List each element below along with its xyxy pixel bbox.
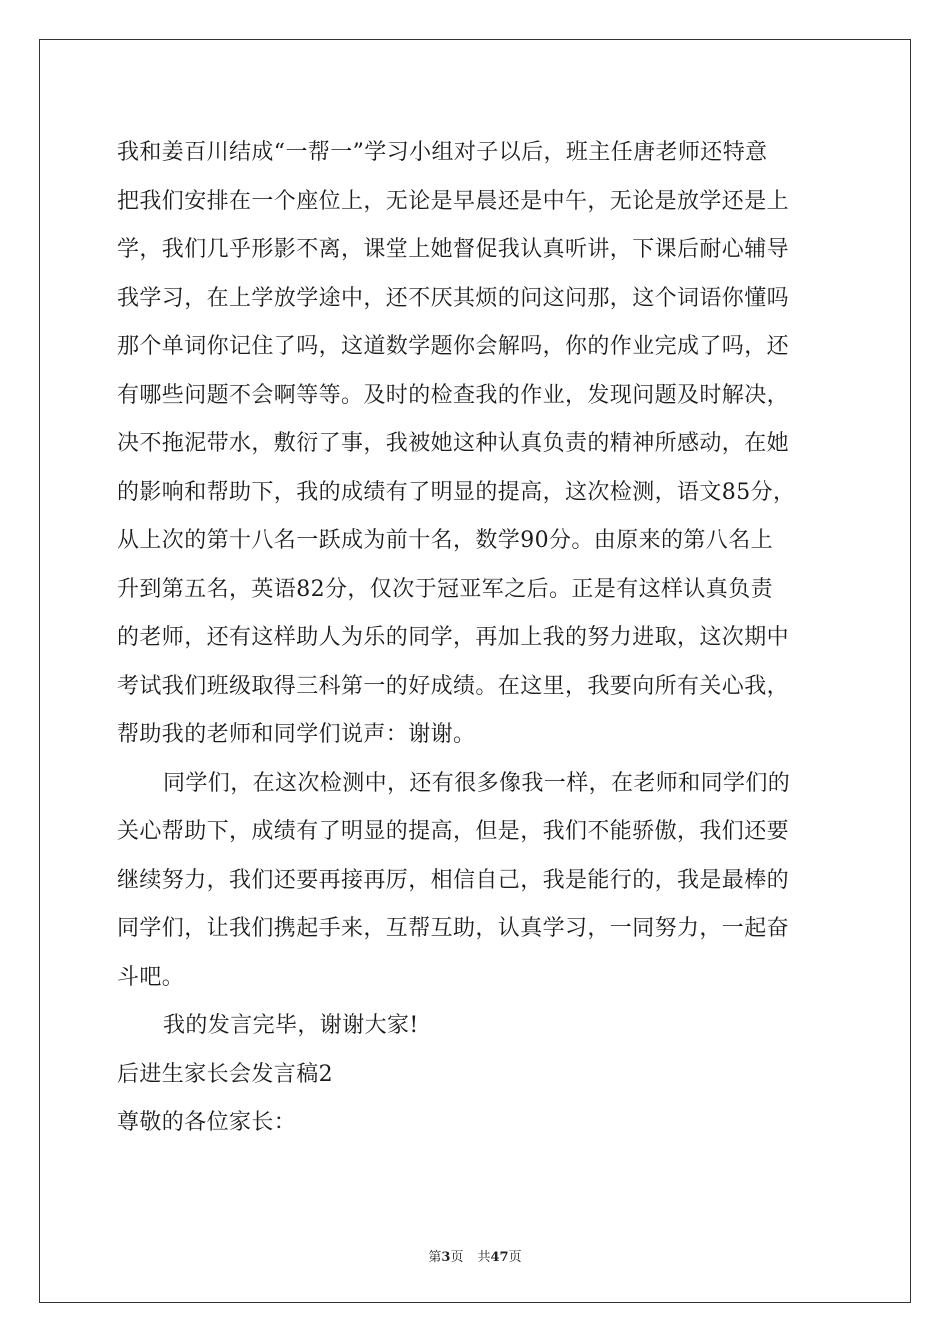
text-line: 帮助我的老师和同学们说声：谢谢。 xyxy=(117,722,476,747)
text-line: 斗吧。 xyxy=(117,964,185,990)
total-prefix: 共 xyxy=(477,1250,491,1265)
text-line: 同学们，让我们携起手来，互帮互助，认真学习，一同努力，一起奋 xyxy=(117,916,790,941)
text-line: 把我们安排在一个座位上，无论是早晨还是中午，无论是放学还是上 xyxy=(117,188,790,214)
text-line: 关心帮助下，成绩有了明显的提高，但是，我们不能骄傲，我们还要 xyxy=(117,819,790,844)
total-pages: 47 xyxy=(490,1250,509,1265)
text-line: 同学们，在这次检测中，还有很多像我一样，在老师和同学们的 xyxy=(163,770,791,796)
text-line: 我学习，在上学放学途中，还不厌其烦的问这问那，这个词语你懂吗 xyxy=(117,285,790,311)
closing-line: 我的发言完毕，谢谢大家! xyxy=(163,1013,419,1038)
text-line: 我和姜百川结成“一帮一”学习小组对子以后，班主任唐老师还特意 xyxy=(117,140,768,165)
salutation: 尊敬的各位家长： xyxy=(117,1110,297,1135)
text-line: 那个单词你记住了吗，这道数学题你会解吗，你的作业完成了吗，还 xyxy=(117,334,790,359)
text-line: 继续努力，我们还要再接再厉，相信自己，我是能行的，我是最棒的 xyxy=(117,867,790,893)
text-line: 的影响和帮助下，我的成绩有了明显的提高，这次检测，语文85分， xyxy=(117,479,796,505)
text-line: 的老师，还有这样助人为乐的同学，再加上我的努力进取，这次期中 xyxy=(117,625,790,650)
text-line: 有哪些问题不会啊等等。及时的检查我的作业，发现问题及时解决， xyxy=(117,382,790,408)
text-line: 考试我们班级取得三科第一的好成绩。在这里，我要向所有关心我， xyxy=(117,673,790,699)
total-suffix: 页 xyxy=(508,1250,522,1265)
page-number: 3 xyxy=(441,1250,451,1265)
text-line: 从上次的第十八名一跃成为前十名，数学90分。由原来的第八名上 xyxy=(117,528,773,553)
section-title: 后进生家长会发言稿2 xyxy=(117,1061,333,1087)
text-line: 升到第五名，英语82分，仅次于冠亚军之后。正是有这样认真负责 xyxy=(117,576,773,602)
page-footer xyxy=(0,1246,950,1265)
text-line: 学，我们几乎形影不离，课堂上她督促我认真听讲，下课后耐心辅导 xyxy=(117,237,790,262)
document-body xyxy=(117,129,842,1148)
page-suffix: 页 xyxy=(450,1250,464,1265)
text-line: 决不拖泥带水，敷衍了事，我被她这种认真负责的精神所感动，在她 xyxy=(117,431,790,456)
page-prefix: 第 xyxy=(428,1250,442,1265)
paragraph-2 xyxy=(117,760,842,1003)
paragraph-1 xyxy=(117,129,842,760)
